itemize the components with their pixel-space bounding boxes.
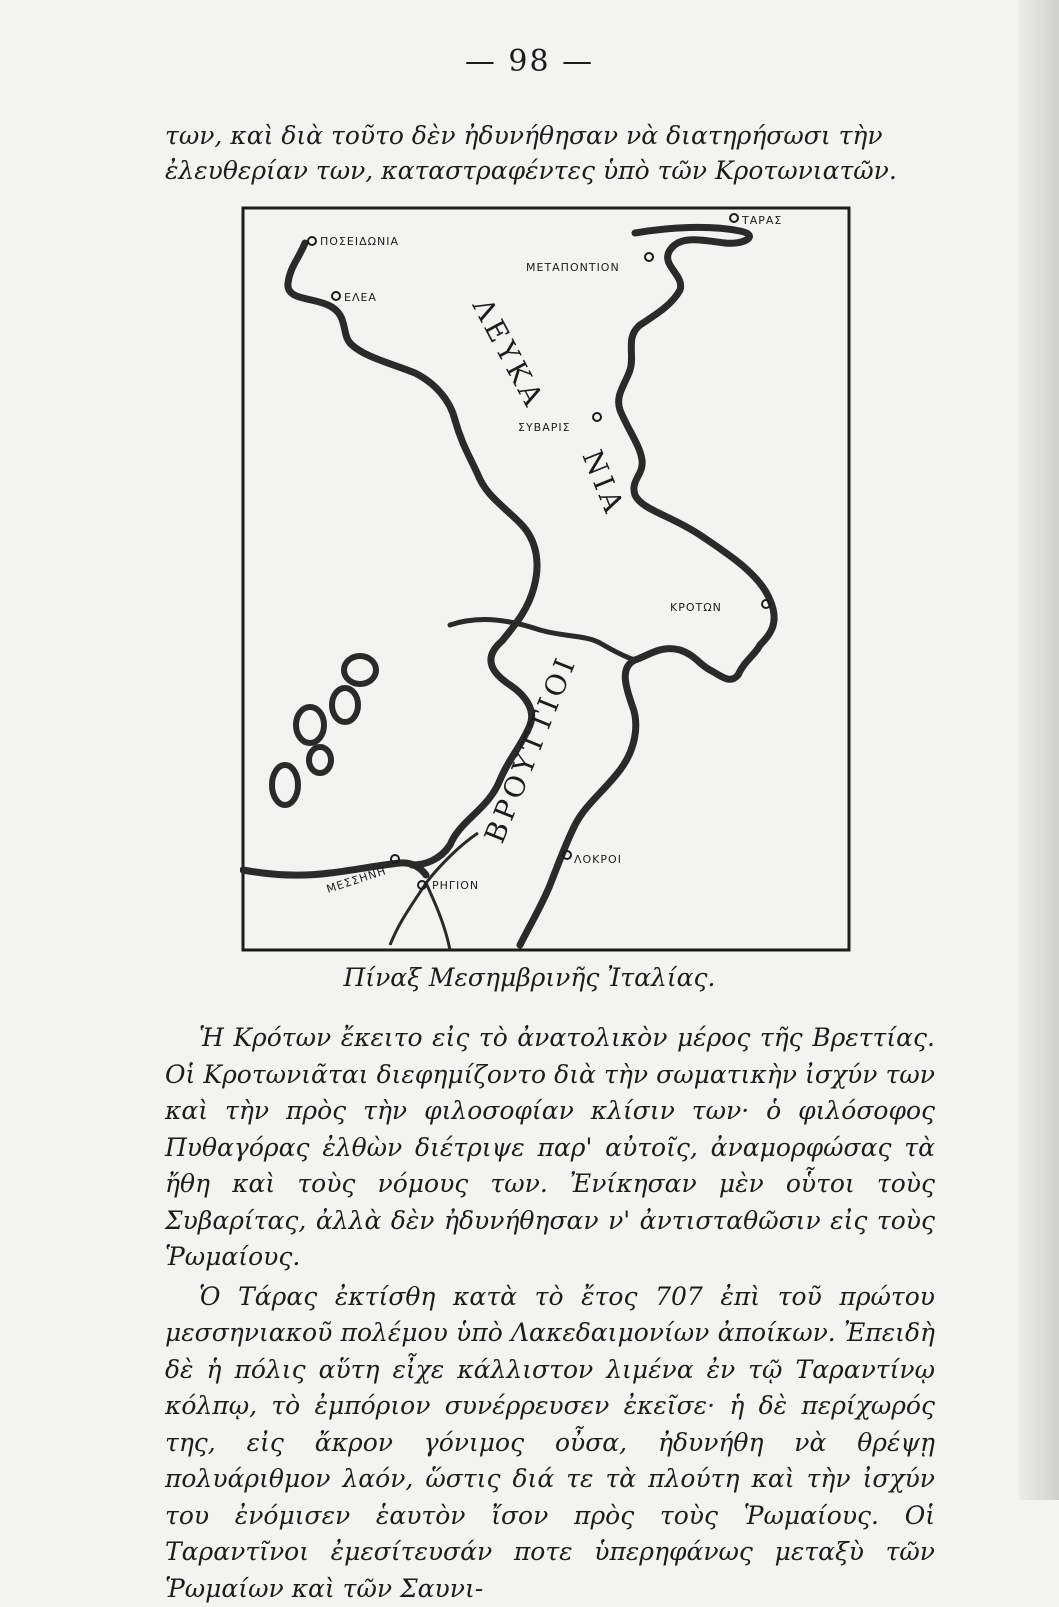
map-southern-italy xyxy=(240,205,852,953)
map-caption: Πίναξ Μεσημβρινῆς Ἰταλίας. xyxy=(0,963,1059,992)
paragraph-taras: Ὁ Τάρας ἐκτίσθη κατὰ τὸ ἔτος 707 ἐπὶ τοῦ πρώτου μεσσηνιακοῦ πολέμου ὑπὸ Λακεδαιμονίων ἀποίκων. Ἐπειδὴ δὲ ἡ πόλις αὕτη εἶχε κάλλιστον λιμένα ἐν τῷ Ταραντίνῳ κόλπῳ, τὸ ἐμπόριον συνέρρευσεν ἐκεῖσε· ἡ δὲ περίχωρός της, εἰς ἄκρον γόνιμος οὖσα, ἠδυνήθη νὰ θρέψῃ πολυάριθμον λαόν, ὥστις διά τε τὰ πλούτη καὶ τὴν ἰσχύν του ἐνόμισεν ἑαυτὸν ἴσον πρὸς τοὺς Ῥωμαίους. Οἱ Ταραντῖνοι ἐμεσίτευσάν ποτε ὑπερηφάνως μεταξὺ τῶν Ῥωμαίων καὶ τῶν Σαυνι- xyxy=(165,1279,935,1607)
sicily-coast xyxy=(243,863,426,875)
label-taras: ΤΑΡΑΣ xyxy=(741,214,782,227)
metapontion-marker xyxy=(645,253,653,261)
label-metapontion: ΜΕΤΑΠΟΝΤΙΟΝ xyxy=(526,261,620,274)
label-elea: ΕΛΕΑ xyxy=(344,291,377,304)
region-leukania-1: ΛΕΥΚΑ xyxy=(465,292,551,415)
label-messene: ΜΕΣΣΗΝΗ xyxy=(325,864,388,896)
page-number: — 98 — xyxy=(0,44,1059,79)
region-border xyxy=(450,620,635,660)
east-coastline xyxy=(520,227,774,945)
sybaris-marker xyxy=(593,413,601,421)
paragraph-kroton: Ἡ Κρότων ἔκειτο εἰς τὸ ἀνατολικὸν μέρος τῆς Βρεττίας. Οἱ Κροτωνιᾶται διεφημίζοντο διὰ τὴν σωματικὴν ἰσχύν των καὶ τὴν πρὸς τὴν φιλοσοφίαν κλίσιν των· ὁ φιλόσοφος Πυθαγόρας ἐλθὼν διέτριψε παρ' αὐτοῖς, ἀναμορφώσας τὰ ἤθη καὶ τοὺς νόμους των. Ἐνίκησαν μὲν οὗτοι τοὺς Συβαρίτας, ἀλλὰ δὲν ἠδυνήθησαν ν' ἀντισταθῶσιν εἰς τοὺς Ῥωμαίους. xyxy=(165,1020,935,1276)
label-lokroi: ΛΟΚΡΟΙ xyxy=(574,853,622,866)
intro-paragraph: των, καὶ διὰ τοῦτο δὲν ἠδυνήθησαν νὰ διατηρήσωσι τὴν ἐλευθερίαν των, καταστραφέντες ὑπὸ τῶν Κροτωνιατῶν. xyxy=(165,118,935,188)
region-bruttioi: ΒΡΟΥΤΤΙΟΙ xyxy=(478,650,583,847)
poseidonia-marker xyxy=(308,237,316,245)
label-rhegion: ΡΗΓΙΟΝ xyxy=(432,879,479,892)
taras-marker xyxy=(730,214,738,222)
label-kroton: ΚΡΟΤΩΝ xyxy=(670,601,722,614)
page-edge-shadow xyxy=(1019,0,1059,1500)
elea-marker xyxy=(332,292,340,300)
aeolian-islands xyxy=(272,656,376,805)
region-leukania-2: ΝΙΑ xyxy=(576,445,632,520)
body-text xyxy=(165,1020,935,1607)
label-sybaris: ΣΥΒΑΡΙΣ xyxy=(518,421,571,434)
label-poseidonia: ΠΟΣΕΙΔΩΝΙΑ xyxy=(320,235,399,248)
